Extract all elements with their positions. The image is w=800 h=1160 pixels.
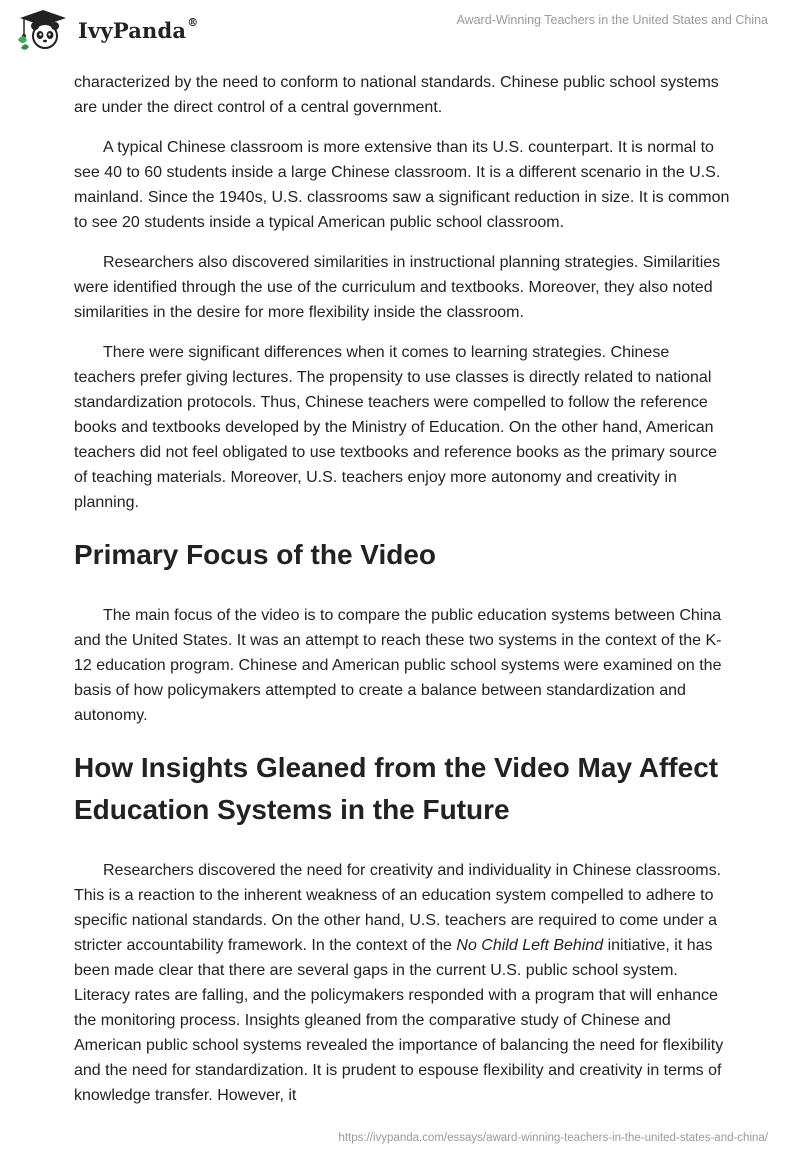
paragraph: [74, 858, 730, 1108]
section-heading: How Insights Gleaned from the Video May Affect Education Systems in the Future: [74, 752, 719, 825]
paragraph: A typical Chinese classroom is more extensive than its U.S. counterpart. It is normal to see 40 to 60 students inside a large Chinese classroom. It is a different scenario in the U.S. mainland. Since the 1940s, U.S. classrooms saw a significant reduction in size. It is common to see 20 students inside a typical American public school classroom.: [74, 139, 730, 231]
page-header: [0, 0, 800, 62]
source-url[interactable]: https://ivypanda.com/essays/award-winning-teachers-in-the-united-states-and-china/: [338, 1132, 768, 1144]
paragraph: Researchers also discovered similarities in instructional planning strategies. Similarities were identified through the use of the curriculum and textbooks. Moreover, they also noted similarities in the desire for more flexibility inside the classroom.: [74, 254, 721, 321]
essay-content: [74, 70, 730, 1123]
site-logo[interactable]: [14, 8, 198, 50]
logo-wordmark: IvyPanda®: [78, 15, 199, 43]
section-heading: Primary Focus of the Video: [74, 539, 437, 570]
text-run: Researchers discovered the need for creativity and individuality in Chinese classrooms. This is a reaction to the inherent weakness of an education system compelled to adhere to specific national standards. On the other hand, U.S. teachers are required to come under a stricter accountability framework. In the context of the: [74, 862, 722, 954]
document-title: Award-Winning Teachers in the United States and China: [456, 13, 768, 27]
paragraph: There were significant differences when it comes to learning strategies. Chinese teachers prefer giving lectures. The propensity to use classes is directly related to national standardization protocols. Thus, Chinese teachers were compelled to follow the reference books and textbooks developed by the Ministry of Education. On the other hand, American teachers did not feel obligated to use textbooks and reference books as the primary source of teaching materials. Moreover, U.S. teachers enjoy more autonomy and creativity in planning.: [74, 344, 718, 511]
panda-graduation-cap-icon: [14, 8, 72, 50]
initiative-name: No Child Left Behind: [456, 937, 604, 954]
paragraph: characterized by the need to conform to national standards. Chinese public school systems are under the direct control of a central government.: [74, 74, 719, 116]
text-run: initiative, it has been made clear that there are several gaps in the current U.S. public school system. Literacy rates are falling, and the policymakers responded with a program that will enhance the monitoring process. Insights gleaned from the comparative study of Chinese and American public school systems revealed the importance of balancing the need for flexibility and the need for standardization. It is prudent to espouse flexibility and creativity in terms of knowledge transfer. However, it: [74, 937, 724, 1104]
paragraph: The main focus of the video is to compare the public education systems between China and the United States. It was an attempt to reach these two systems in the context of the K-12 education program. Chinese and American public school systems were examined on the basis of how policymakers attempted to create a balance between standardization and autonomy.: [74, 607, 722, 724]
